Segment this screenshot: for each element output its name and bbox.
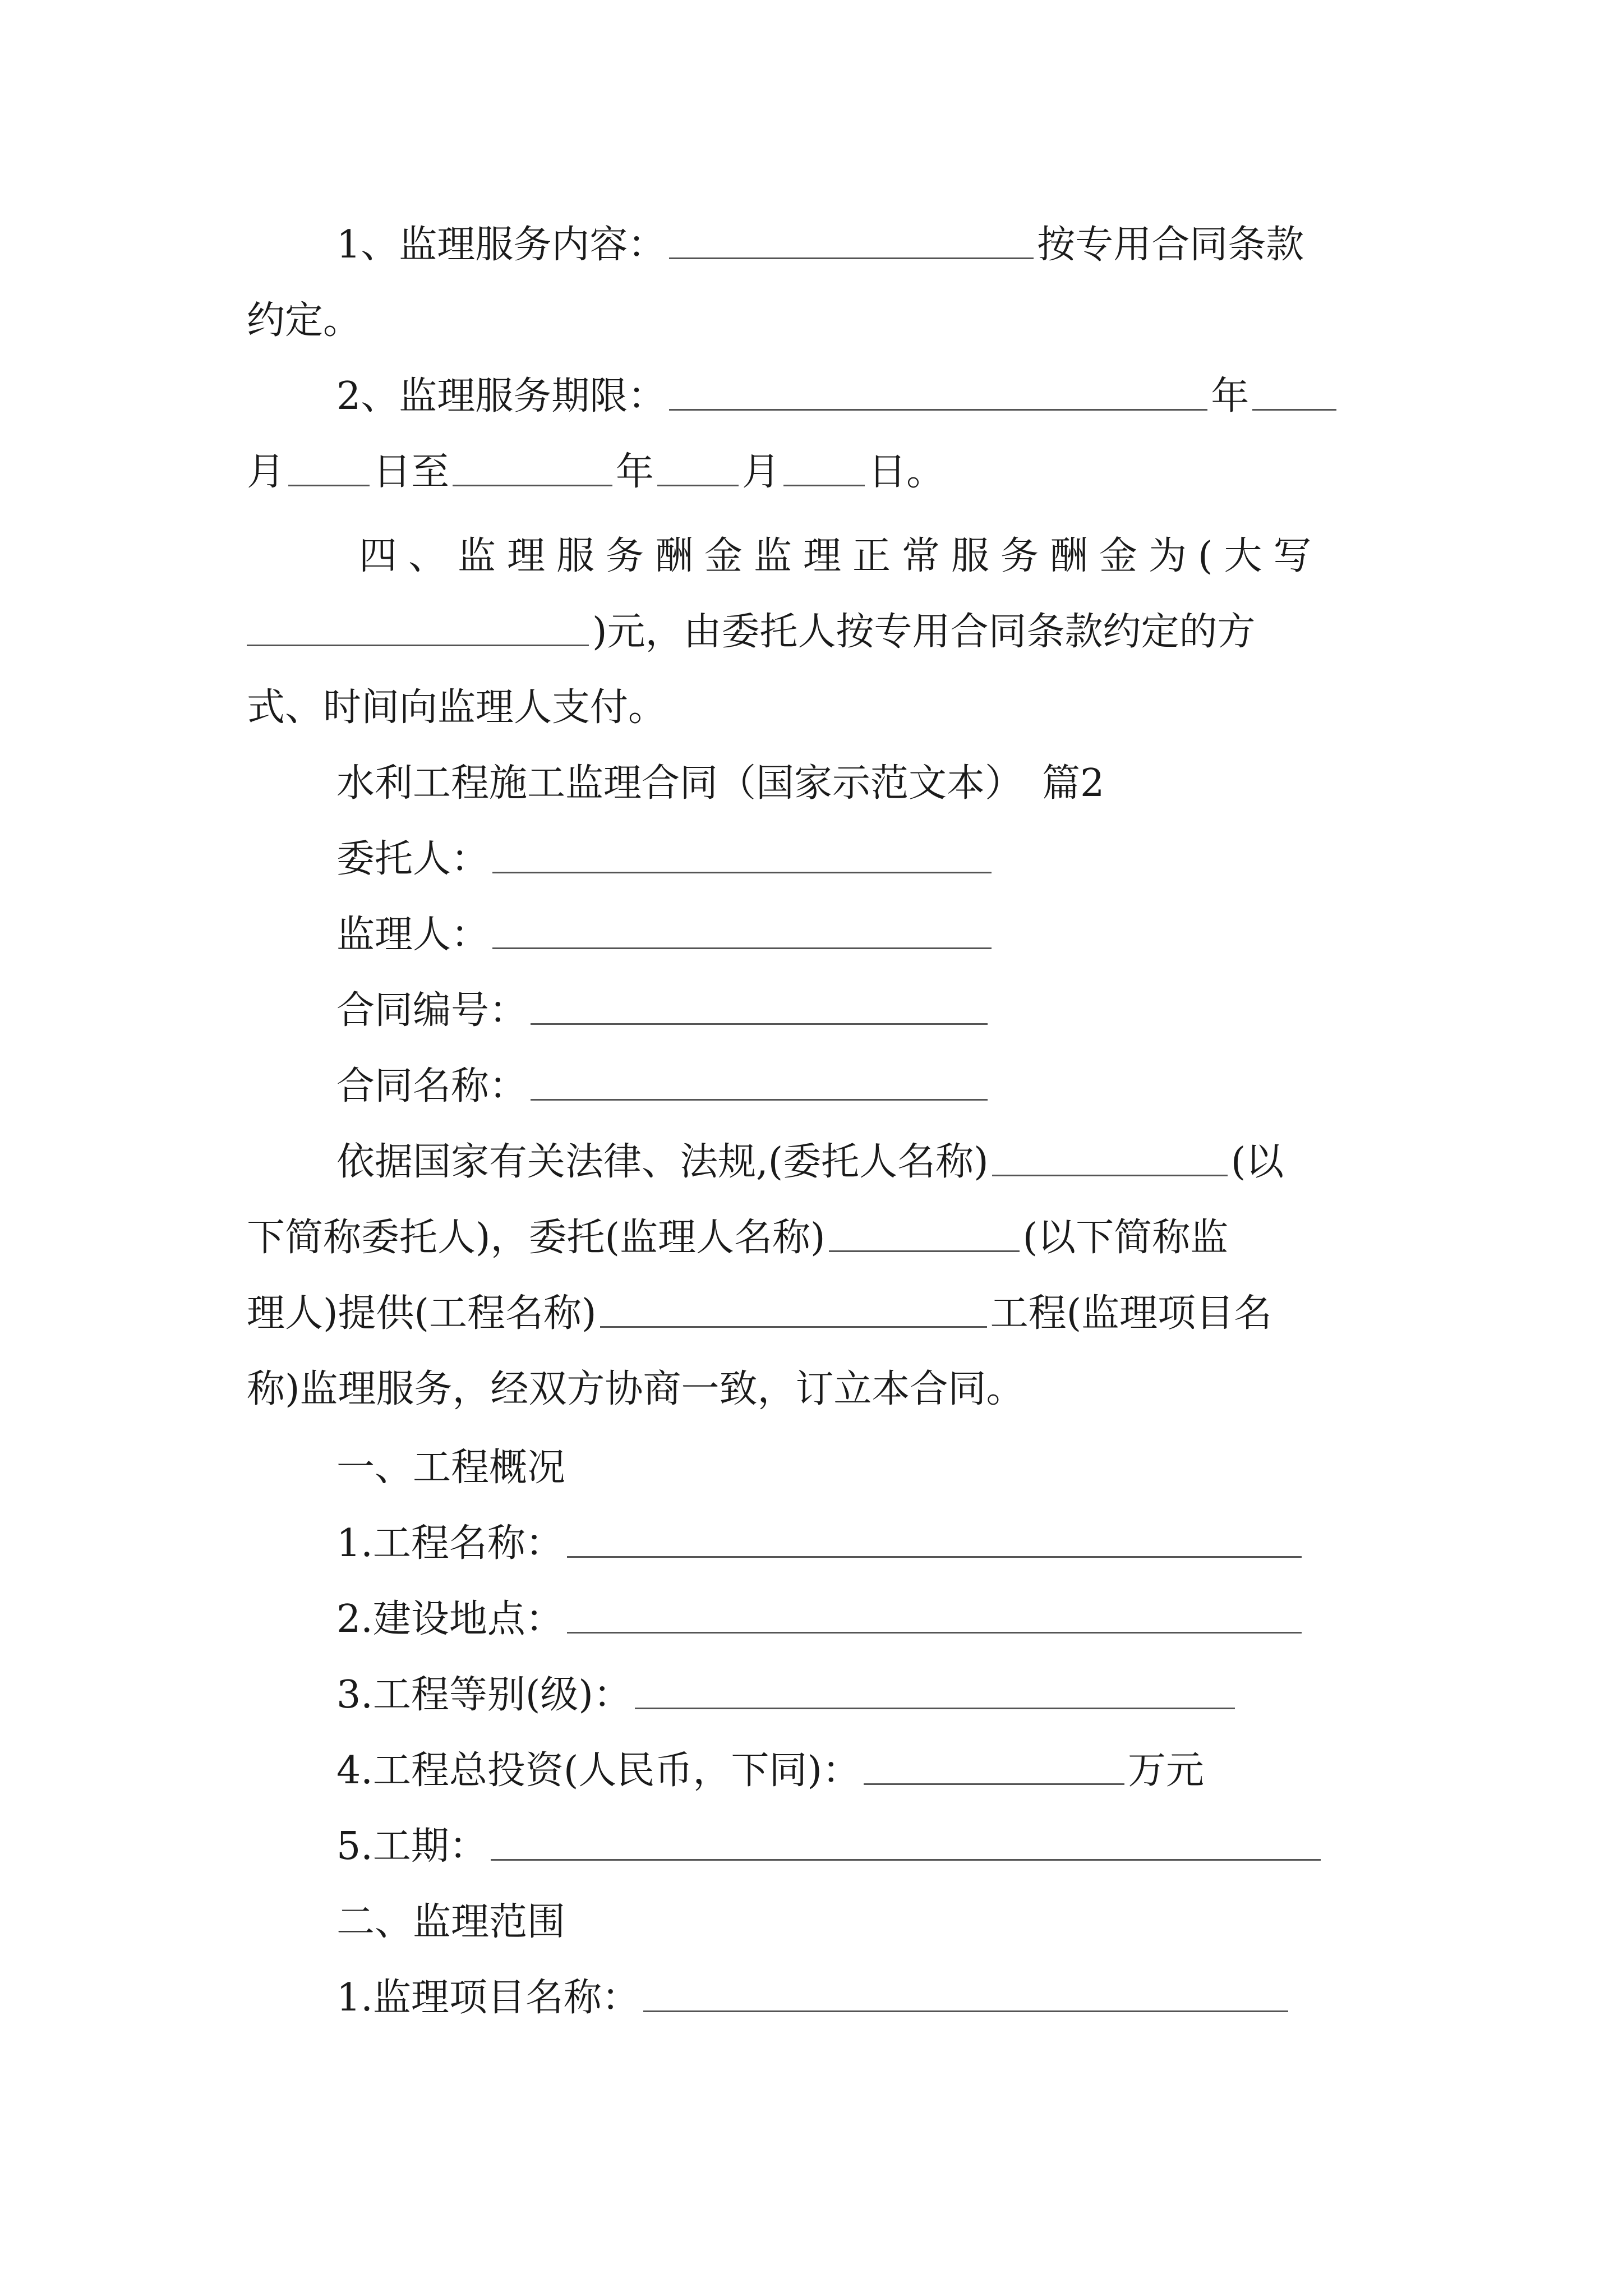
text-line <box>336 1049 1385 1116</box>
text-segment: (以 <box>1230 1139 1284 1184</box>
section-heading <box>336 1430 1385 1498</box>
text-segment: (以下简称监 <box>1022 1215 1229 1260</box>
text-segment: 4.工程总投资(人民币，下同)： <box>336 1748 860 1793</box>
text-line <box>247 595 1385 662</box>
text-line <box>336 1506 1385 1573</box>
text-segment: 合同名称： <box>336 1064 528 1108</box>
section-heading <box>336 746 1385 813</box>
text-segment: 四、监理服务酬金监理正常服务酬金为(大写 <box>359 533 1323 578</box>
blank-field[interactable] <box>567 1598 1302 1634</box>
text-line <box>336 359 1385 426</box>
text-line <box>336 1809 1385 1876</box>
text-segment: 2.建设地点： <box>336 1596 564 1641</box>
text-segment: 万元 <box>1127 1748 1204 1793</box>
text-segment: 1.工程名称： <box>336 1521 564 1566</box>
text-segment: 一、工程概况 <box>336 1445 566 1490</box>
text-line <box>247 1352 1385 1419</box>
blank-field[interactable] <box>531 990 988 1025</box>
blank-field[interactable] <box>657 451 739 486</box>
text-line <box>336 1658 1385 1725</box>
text-segment: 年 <box>616 449 654 494</box>
text-segment: 称)监理服务，经双方协商一致，订立本合同。 <box>247 1366 1025 1411</box>
text-segment: 日至 <box>373 449 450 494</box>
text-line <box>247 435 1385 502</box>
text-segment: 依据国家有关法律、法规,(委托人名称) <box>336 1139 989 1184</box>
text-line <box>336 973 1385 1041</box>
text-segment: 按专用合同条款 <box>1037 222 1304 267</box>
blank-field[interactable] <box>492 914 992 949</box>
text-segment: 5.工期： <box>336 1824 487 1869</box>
text-segment: 月 <box>742 449 781 494</box>
blank-field[interactable] <box>247 611 589 646</box>
blank-field[interactable] <box>783 451 865 486</box>
text-line <box>336 822 1385 889</box>
text-segment: 工程(监理项目名 <box>990 1291 1272 1336</box>
text-line <box>336 1582 1385 1649</box>
blank-field[interactable] <box>453 451 612 486</box>
text-segment: 约定。 <box>247 298 362 343</box>
blank-field[interactable] <box>1252 375 1336 411</box>
text-segment: 监理人： <box>336 912 490 957</box>
text-segment: 月 <box>247 449 285 494</box>
section-heading <box>336 1885 1385 1952</box>
text-segment: 1、监理服务内容： <box>336 222 666 267</box>
text-segment: 3.工程等别(级)： <box>336 1672 631 1717</box>
blank-field[interactable] <box>829 1217 1020 1252</box>
blank-field[interactable] <box>669 375 1207 411</box>
text-segment: 年 <box>1211 374 1249 418</box>
text-line <box>336 1125 1385 1192</box>
blank-field[interactable] <box>491 1825 1321 1861</box>
text-segment: )元，由委托人按专用合同条款约定的方 <box>592 609 1256 654</box>
text-line <box>359 519 1385 586</box>
text-line <box>336 1961 1385 2028</box>
text-line <box>336 1733 1385 1801</box>
blank-field[interactable] <box>864 1750 1124 1785</box>
blank-field[interactable] <box>531 1065 988 1101</box>
blank-field[interactable] <box>288 451 370 486</box>
text-segment: 2、监理服务期限： <box>336 374 666 418</box>
text-segment: 二、监理范围 <box>336 1899 566 1944</box>
text-line <box>247 1276 1385 1343</box>
text-line <box>247 1200 1385 1268</box>
text-segment: 委托人： <box>336 836 490 881</box>
text-segment: 下简称委托人)，委托(监理人名称) <box>247 1215 826 1260</box>
blank-field[interactable] <box>992 1141 1228 1176</box>
blank-field[interactable] <box>643 1977 1288 2012</box>
blank-field[interactable] <box>600 1292 987 1328</box>
text-segment: 水利工程施工监理合同（国家示范文本） 篇2 <box>336 761 1105 806</box>
text-line <box>336 208 1385 275</box>
blank-field[interactable] <box>635 1674 1235 1709</box>
blank-field[interactable] <box>492 838 992 873</box>
text-segment: 理人)提供(工程名称) <box>247 1291 597 1336</box>
text-segment: 1.监理项目名称： <box>336 1975 640 2020</box>
text-line <box>247 670 1385 738</box>
text-segment: 合同编号： <box>336 988 528 1033</box>
text-segment: 日。 <box>868 449 945 494</box>
text-line <box>247 283 1385 351</box>
blank-field[interactable] <box>567 1522 1302 1558</box>
blank-field[interactable] <box>669 224 1034 259</box>
text-line <box>336 898 1385 965</box>
text-segment: 式、时间向监理人支付。 <box>247 685 667 730</box>
